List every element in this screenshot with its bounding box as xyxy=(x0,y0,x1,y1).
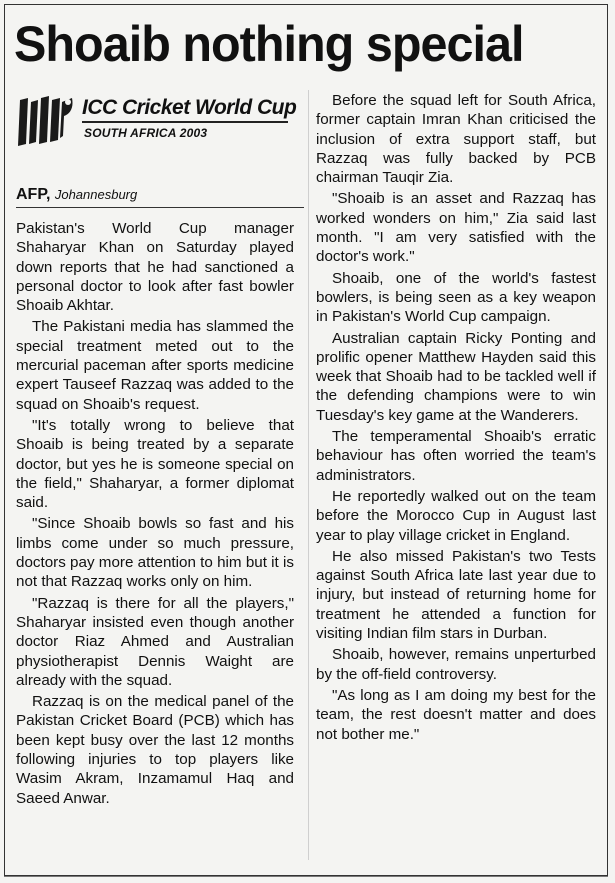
icc-world-cup-logo xyxy=(16,92,306,156)
byline-rule xyxy=(16,207,304,208)
article-paragraph: "It's totally wrong to believe that Shoaib is being treated by a separate doctor, but yes he is someone special on the field," Shaharyar, a former diplomat said. xyxy=(16,416,294,512)
article-paragraph: Razzaq is on the medical panel of the Pakistan Cricket Board (PCB) which has been kept busy over the last 12 months following injuries to top players like Wasim Akram, Inzamamul Haq and Saeed Anwar. xyxy=(16,693,294,807)
article-paragraph: "Razzaq is there for all the players," Shaharyar insisted even though another doctor Riaz Ahmed and Australian physiotherapist Dennis Waight are already with the squad. xyxy=(16,594,294,689)
article-column-left xyxy=(16,219,294,810)
article-column-right xyxy=(316,91,596,746)
article-paragraph: Pakistan's World Cup manager Shaharyar Khan on Saturday played down reports that he had sanctioned a personal doctor to look after fast bowler Shoaib Akhtar. xyxy=(16,220,294,315)
article-paragraph: Shoaib, however, remains unperturbed by the off-field controversy. xyxy=(316,646,596,683)
article-paragraph: "As long as I am doing my best for the team, the rest doesn't matter and does not bother me." xyxy=(316,686,596,743)
logo-divider xyxy=(82,121,288,123)
byline xyxy=(16,186,306,204)
byline-agency: AFP, xyxy=(16,186,51,203)
headline: Shoaib nothing special xyxy=(14,16,524,72)
article-paragraph: "Shoaib is an asset and Razzaq has worked wonders on him," Zia said last month. "I am very satisfied with the doctor's work." xyxy=(316,190,596,266)
world-cup-emblem-icon xyxy=(16,92,76,152)
byline-place: Johannesburg xyxy=(54,187,138,202)
bottom-rule xyxy=(4,876,608,877)
logo-subtitle: SOUTH AFRICA 2003 xyxy=(84,126,208,140)
article-paragraph: Australian captain Ricky Ponting and prolific opener Matthew Hayden said this week that Shoaib had to be tackled well if the defending champions were to win Tuesday's key game at the Wanderers. xyxy=(316,329,596,424)
article-paragraph: The temperamental Shoaib's erratic behaviour has often worried the team's administrators. xyxy=(316,428,596,484)
logo-title: ICC Cricket World Cup xyxy=(82,96,297,119)
article-paragraph: He reportedly walked out on the team before the Morocco Cup in August last year to play village cricket in England. xyxy=(316,487,596,544)
article-paragraph: Shoaib, one of the world's fastest bowlers, is being seen as a key weapon in Pakistan's World Cup campaign. xyxy=(316,269,596,326)
article-paragraph: The Pakistani media has slammed the special treatment meted out to the mercurial paceman after sports medicine expert Tauseef Razzaq was added to the squad on Shoaib's request. xyxy=(16,318,294,413)
article-paragraph: "Since Shoaib bowls so fast and his limbs come under so much pressure, doctors pay more attention to him but it is not that Razzaq works only on him. xyxy=(16,515,294,591)
column-divider xyxy=(308,90,309,860)
article-paragraph: Before the squad left for South Africa, former captain Imran Khan criticised the inclusion of extra support staff, but Razzaq was fully backed by PCB chairman Tauqir Zia. xyxy=(316,92,596,187)
article-paragraph: He also missed Pakistan's two Tests against South Africa late last year due to injury, but instead of returning home for treatment he attended a function for visiting Indian film stars in Durban. xyxy=(316,547,596,643)
